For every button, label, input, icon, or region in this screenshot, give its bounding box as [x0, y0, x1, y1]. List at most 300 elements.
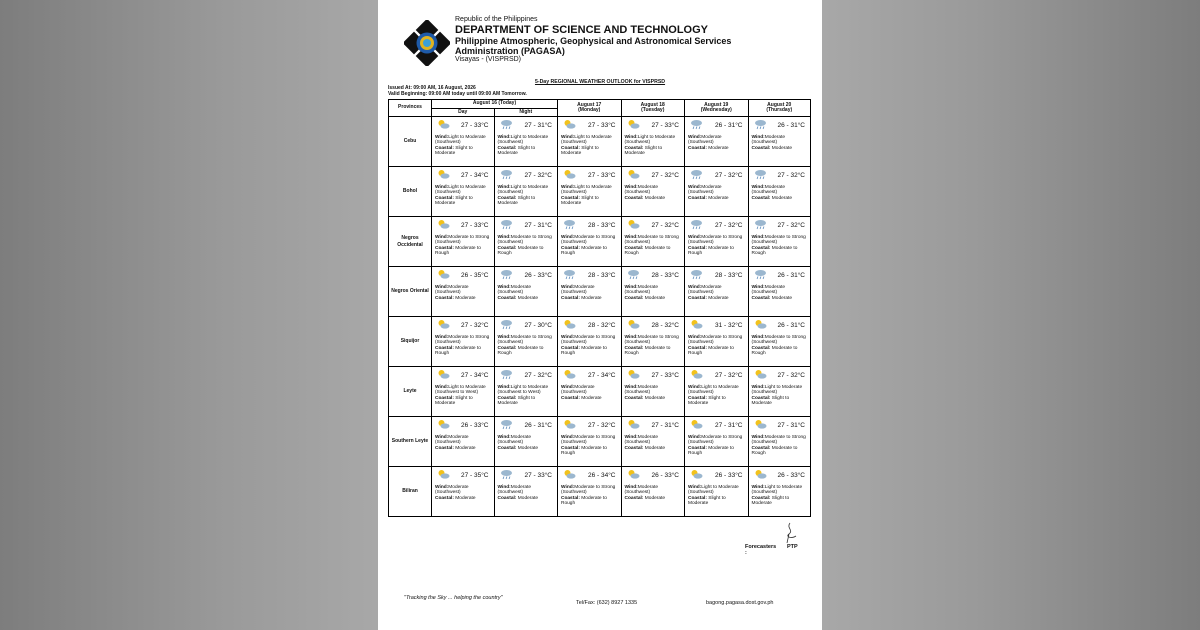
temperature-range: 27 - 33°C	[651, 372, 679, 379]
coastal-info	[435, 346, 492, 357]
forecast-cell	[685, 417, 749, 467]
wind-label: Wind:	[497, 485, 511, 490]
document-page	[378, 0, 822, 630]
cloud-rain-icon	[500, 469, 513, 480]
wind-value: Light to Moderate (Southwest)	[624, 135, 676, 146]
forecast-cell	[685, 117, 749, 167]
cloud-rain-icon	[690, 119, 703, 130]
coastal-label: Coastal:	[435, 495, 454, 501]
coastal-label: Coastal:	[435, 295, 454, 301]
temperature-range: 26 - 31°C	[777, 322, 805, 329]
forecast-cell	[621, 167, 685, 217]
wind-info	[561, 235, 619, 246]
wind-value: Moderate (Southwest)	[435, 285, 469, 296]
forecast-cell	[494, 317, 558, 367]
coastal-info	[752, 246, 809, 257]
wind-value: Moderate to Strong (Southwest)	[751, 335, 806, 346]
wind-info	[688, 385, 746, 396]
wind-info	[752, 485, 809, 496]
temperature-range: 27 - 33°C	[460, 122, 489, 129]
wind-label: Wind:	[561, 485, 575, 490]
wind-value: Light to Moderate (Southwest)	[561, 135, 612, 146]
coastal-label: Coastal:	[688, 345, 707, 351]
sun-cloud-icon	[627, 419, 640, 430]
temperature-range: 27 - 32°C	[651, 172, 679, 179]
wind-label: Wind:	[751, 235, 765, 240]
forecast-cell	[494, 467, 558, 517]
coastal-info	[561, 346, 619, 357]
wind-info	[688, 485, 746, 496]
coastal-label: Coastal:	[624, 295, 644, 301]
cloud-rain-icon	[500, 319, 513, 330]
wind-label: Wind:	[435, 485, 449, 490]
wind-info	[752, 335, 809, 346]
wind-info	[688, 135, 746, 146]
coastal-value: Moderate	[771, 195, 793, 201]
wind-label: Wind:	[624, 235, 638, 240]
coastal-label: Coastal:	[751, 495, 771, 501]
coastal-value: Moderate	[771, 295, 793, 301]
header-day: Day	[432, 109, 495, 117]
coastal-value: Slight to Moderate	[751, 495, 790, 506]
wind-info	[688, 285, 746, 296]
wind-label: Wind:	[688, 135, 702, 140]
coastal-label: Coastal:	[435, 145, 454, 151]
wind-value: Moderate (Southwest)	[688, 135, 722, 146]
sun-cloud-icon	[627, 369, 640, 380]
wind-info	[435, 385, 492, 396]
table-row	[389, 467, 811, 517]
coastal-value: Slight to Moderate	[751, 395, 790, 406]
table-row	[389, 317, 811, 367]
temperature-range: 27 - 34°C	[460, 172, 489, 179]
temperature-range: 27 - 32°C	[777, 172, 805, 179]
wind-info	[498, 285, 556, 296]
header-day-20: August 20 (Thursday)	[748, 100, 811, 117]
coastal-info	[498, 346, 556, 357]
sun-cloud-icon	[690, 319, 703, 330]
forecast-cell	[494, 417, 558, 467]
cloud-rain-icon	[754, 269, 767, 280]
issue-info	[388, 85, 527, 97]
wind-value: Moderate to Strong (Southwest)	[561, 335, 616, 346]
footer-telfax: Tel/Fax: (632) 8927 1335	[576, 600, 638, 606]
temperature-range: 27 - 31°C	[777, 422, 805, 429]
wind-info	[752, 435, 809, 446]
wind-label: Wind:	[688, 335, 702, 340]
coastal-info	[625, 146, 683, 157]
wind-value: Moderate (Southwest)	[624, 185, 659, 196]
coastal-info	[561, 196, 619, 207]
sun-cloud-icon	[563, 469, 576, 480]
coastal-label: Coastal:	[435, 445, 454, 451]
wind-info	[561, 285, 619, 296]
temperature-range: 27 - 31°C	[524, 122, 552, 129]
sun-cloud-icon	[627, 219, 640, 230]
wind-value: Moderate (Southwest)	[435, 435, 469, 446]
temperature-range: 27 - 32°C	[587, 422, 616, 429]
wind-label: Wind:	[688, 285, 702, 290]
coastal-label: Coastal:	[561, 445, 580, 451]
temperature-range: 27 - 32°C	[524, 372, 552, 379]
coastal-info	[435, 396, 492, 407]
cloud-rain-icon	[500, 119, 513, 130]
wind-info	[435, 335, 492, 346]
coastal-label: Coastal:	[688, 395, 707, 401]
footer-website[interactable]: bagong.pagasa.dost.gov.ph	[706, 600, 774, 606]
wind-info	[688, 335, 746, 346]
wind-value: Moderate to Strong (Southwest)	[688, 435, 743, 446]
coastal-value: Moderate	[455, 445, 476, 451]
wind-label: Wind:	[624, 385, 638, 390]
wind-label: Wind:	[435, 185, 449, 190]
temperature-range: 26 - 31°C	[777, 122, 805, 129]
wind-info	[688, 185, 746, 196]
wind-info	[688, 435, 746, 446]
coastal-info	[625, 246, 683, 257]
coastal-value: Moderate	[708, 295, 729, 301]
province-name: Negros Occidental	[389, 217, 432, 267]
cloud-rain-icon	[563, 219, 576, 230]
temperature-range: 27 - 33°C	[651, 122, 679, 129]
forecast-cell	[432, 317, 495, 367]
wind-label: Wind:	[688, 435, 702, 440]
wind-info	[498, 335, 556, 346]
wind-value: Moderate (Southwest)	[497, 485, 532, 496]
coastal-value: Moderate to Rough	[751, 445, 798, 456]
coastal-label: Coastal:	[435, 345, 454, 351]
cloud-rain-icon	[563, 269, 576, 280]
wind-label: Wind:	[497, 335, 511, 340]
sun-cloud-icon	[690, 369, 703, 380]
coastal-info	[688, 196, 746, 201]
cloud-rain-icon	[500, 269, 513, 280]
coastal-info	[688, 246, 746, 257]
temperature-range: 26 - 33°C	[714, 472, 743, 479]
wind-info	[435, 135, 492, 146]
coastal-info	[561, 246, 619, 257]
province-name: Siquijor	[389, 317, 432, 367]
wind-value: Moderate to Strong (Southwest)	[561, 435, 616, 446]
sun-cloud-icon	[437, 119, 450, 130]
table-row	[389, 167, 811, 217]
wind-info	[498, 185, 556, 196]
coastal-label: Coastal:	[624, 195, 644, 201]
temperature-range: 27 - 32°C	[714, 222, 743, 229]
coastal-value: Moderate to Rough	[435, 245, 481, 256]
republic-line: Republic of the Philippines	[455, 16, 538, 23]
forecast-cell	[432, 217, 495, 267]
forecast-cell	[685, 167, 749, 217]
wind-value: Moderate to Strong (Southwest)	[624, 335, 679, 346]
wind-value: Moderate to Strong (Southwest)	[497, 235, 552, 246]
temperature-range: 31 - 32°C	[714, 322, 743, 329]
temperature-range: 27 - 35°C	[460, 472, 489, 479]
cloud-rain-icon	[754, 169, 767, 180]
coastal-value: Moderate	[644, 295, 666, 301]
temperature-range: 26 - 33°C	[524, 272, 552, 279]
wind-label: Wind:	[751, 285, 765, 290]
footer-tagline: "Tracking the Sky ... helping the country"	[404, 595, 503, 601]
forecast-cell	[685, 367, 749, 417]
coastal-label: Coastal:	[688, 495, 707, 501]
temperature-range: 26 - 33°C	[651, 472, 679, 479]
cloud-rain-icon	[690, 169, 703, 180]
coastal-info	[498, 196, 556, 207]
table-row	[389, 117, 811, 167]
agency-name-line2: Administration (PAGASA)	[455, 46, 565, 56]
forecast-cell	[494, 217, 558, 267]
coastal-value: Slight to Moderate	[497, 195, 536, 206]
temperature-range: 28 - 33°C	[714, 272, 743, 279]
wind-value: Moderate to Strong (Southwest)	[435, 335, 490, 346]
wind-label: Wind:	[497, 385, 511, 390]
temperature-range: 27 - 32°C	[714, 372, 743, 379]
temperature-range: 26 - 31°C	[714, 122, 743, 129]
wind-value: Moderate (Southwest)	[497, 285, 532, 296]
wind-info	[498, 135, 556, 146]
wind-info	[435, 285, 492, 296]
coastal-value: Moderate	[455, 295, 476, 301]
coastal-label: Coastal:	[751, 395, 771, 401]
wind-value: Moderate to Strong (Southwest)	[751, 235, 806, 246]
forecast-cell	[748, 217, 811, 267]
province-name: Biliran	[389, 467, 432, 517]
coastal-value: Moderate to Rough	[561, 345, 607, 356]
sun-cloud-icon	[563, 319, 576, 330]
sun-cloud-icon	[437, 319, 450, 330]
wind-label: Wind:	[561, 385, 575, 390]
wind-value: Moderate (Southwest)	[751, 285, 786, 296]
sun-cloud-icon	[437, 219, 450, 230]
coastal-value: Moderate	[517, 295, 539, 301]
coastal-label: Coastal:	[751, 245, 771, 251]
letterhead	[404, 16, 804, 72]
wind-label: Wind:	[497, 435, 511, 440]
forecast-cell	[432, 267, 495, 317]
header-day-19: August 19 (Wednesday)	[685, 100, 749, 117]
wind-value: Moderate to Strong (Southwest)	[624, 235, 679, 246]
wind-label: Wind:	[688, 185, 702, 190]
coastal-label: Coastal:	[561, 345, 580, 351]
forecast-cell	[432, 167, 495, 217]
wind-value: Light to Moderate (Southwest)	[688, 385, 739, 396]
wind-label: Wind:	[497, 185, 511, 190]
coastal-value: Moderate to Rough	[497, 345, 544, 356]
wind-info	[561, 335, 619, 346]
table-row	[389, 217, 811, 267]
coastal-value: Slight to Moderate	[497, 145, 536, 156]
wind-value: Moderate (Southwest)	[624, 485, 659, 496]
coastal-label: Coastal:	[751, 195, 771, 201]
coastal-info	[752, 446, 809, 457]
background-left	[0, 0, 378, 630]
forecast-cell	[558, 117, 622, 167]
wind-label: Wind:	[751, 335, 765, 340]
coastal-label: Coastal:	[435, 395, 454, 401]
coastal-info	[688, 396, 746, 407]
coastal-info	[688, 496, 746, 507]
coastal-label: Coastal:	[497, 245, 517, 251]
wind-label: Wind:	[624, 335, 638, 340]
forecast-cell	[748, 317, 811, 367]
wind-value: Light to Moderate (Southwest)	[561, 185, 612, 196]
wind-value: Light to Moderate (Southwest)	[497, 135, 549, 146]
wind-value: Moderate to Strong (Southwest)	[688, 235, 743, 246]
coastal-value: Moderate	[455, 495, 476, 501]
header-day-17: August 17 (Monday)	[558, 100, 622, 117]
province-name: Negros Oriental	[389, 267, 432, 317]
province-name: Southern Leyte	[389, 417, 432, 467]
wind-label: Wind:	[435, 235, 449, 240]
coastal-label: Coastal:	[688, 245, 707, 251]
wind-value: Moderate to Strong (Southwest)	[561, 485, 616, 496]
wind-value: Light to Moderate (Southwest)	[688, 485, 739, 496]
wind-info	[752, 385, 809, 396]
wind-label: Wind:	[751, 435, 765, 440]
department-name: DEPARTMENT OF SCIENCE AND TECHNOLOGY	[455, 24, 709, 36]
wind-info	[752, 285, 809, 296]
province-name: Cebu	[389, 117, 432, 167]
cloud-rain-icon	[500, 419, 513, 430]
forecast-cell	[748, 467, 811, 517]
wind-value: Moderate to Strong (Southwest)	[688, 335, 743, 346]
forecast-cell	[432, 367, 495, 417]
wind-label: Wind:	[688, 385, 702, 390]
wind-info	[625, 485, 683, 496]
coastal-info	[752, 346, 809, 357]
wind-info	[688, 235, 746, 246]
wind-label: Wind:	[624, 185, 638, 190]
sun-cloud-icon	[563, 369, 576, 380]
coastal-label: Coastal:	[497, 295, 517, 301]
wind-label: Wind:	[561, 185, 575, 190]
wind-label: Wind:	[624, 135, 638, 140]
coastal-label: Coastal:	[624, 345, 644, 351]
wind-label: Wind:	[435, 385, 449, 390]
coastal-value: Moderate to Rough	[561, 445, 607, 456]
coastal-label: Coastal:	[751, 445, 771, 451]
coastal-label: Coastal:	[497, 195, 517, 201]
temperature-range: 27 - 32°C	[651, 222, 679, 229]
wind-info	[752, 135, 809, 146]
coastal-label: Coastal:	[497, 445, 517, 451]
sun-cloud-icon	[563, 419, 576, 430]
sun-cloud-icon	[690, 469, 703, 480]
temperature-range: 27 - 33°C	[460, 222, 489, 229]
forecast-cell	[748, 367, 811, 417]
temperature-range: 26 - 35°C	[460, 272, 489, 279]
coastal-label: Coastal:	[561, 395, 580, 401]
coastal-value: Moderate to Rough	[561, 245, 607, 256]
table-row	[389, 417, 811, 467]
temperature-range: 28 - 33°C	[587, 272, 616, 279]
coastal-info	[435, 196, 492, 207]
coastal-label: Coastal:	[561, 495, 580, 501]
wind-info	[561, 385, 619, 396]
temperature-range: 27 - 32°C	[777, 222, 805, 229]
forecast-cell	[494, 117, 558, 167]
temperature-range: 26 - 33°C	[777, 472, 805, 479]
forecasters-name: PTP	[787, 544, 798, 550]
wind-info	[561, 435, 619, 446]
forecast-cell	[432, 467, 495, 517]
wind-info	[435, 485, 492, 496]
coastal-info	[498, 296, 556, 301]
coastal-label: Coastal:	[561, 295, 580, 301]
coastal-value: Slight to Moderate	[688, 395, 726, 406]
coastal-label: Coastal:	[561, 195, 580, 201]
coastal-label: Coastal:	[497, 345, 517, 351]
temperature-range: 27 - 30°C	[524, 322, 552, 329]
wind-value: Light to Moderate (Southwest to West)	[497, 385, 549, 396]
wind-value: Moderate (Southwest)	[497, 435, 532, 446]
coastal-value: Moderate	[644, 395, 666, 401]
cloud-rain-icon	[500, 219, 513, 230]
wind-value: Moderate to Strong (Southwest)	[561, 235, 616, 246]
coastal-info	[435, 146, 492, 157]
issued-at: Issued At: 09:00 AM, 16 August, 2026	[388, 85, 476, 91]
wind-label: Wind:	[688, 485, 702, 490]
forecast-cell	[494, 167, 558, 217]
coastal-info	[498, 146, 556, 157]
background-right	[822, 0, 1200, 630]
coastal-info	[625, 496, 683, 501]
cloud-rain-icon	[690, 219, 703, 230]
temperature-range: 27 - 33°C	[587, 172, 616, 179]
forecast-cell	[748, 267, 811, 317]
coastal-value: Moderate to Rough	[751, 245, 798, 256]
wind-value: Light to Moderate (Southwest)	[751, 385, 803, 396]
temperature-range: 27 - 32°C	[460, 322, 489, 329]
temperature-range: 27 - 31°C	[651, 422, 679, 429]
header-day-18: August 18 (Tuesday)	[621, 100, 685, 117]
coastal-label: Coastal:	[561, 245, 580, 251]
forecast-cell	[494, 367, 558, 417]
forecast-cell	[558, 317, 622, 367]
temperature-range: 28 - 32°C	[587, 322, 616, 329]
wind-value: Moderate (Southwest)	[561, 285, 595, 296]
coastal-value: Moderate to Rough	[751, 345, 798, 356]
forecast-cell	[748, 167, 811, 217]
wind-info	[498, 385, 556, 396]
coastal-value: Moderate	[644, 495, 666, 501]
valid-beginning: Valid Beginning: 09:00 AM today until 09:00 AM Tomorrow.	[388, 91, 527, 97]
wind-value: Moderate (Southwest)	[688, 185, 722, 196]
coastal-info	[688, 446, 746, 457]
coastal-value: Moderate to Rough	[624, 345, 671, 356]
coastal-value: Moderate	[771, 145, 793, 151]
cloud-rain-icon	[500, 369, 513, 380]
coastal-info	[498, 446, 556, 451]
wind-label: Wind:	[751, 185, 765, 190]
document-title: 5-Day REGIONAL WEATHER OUTLOOK for VISPRSD	[534, 79, 666, 85]
coastal-info	[561, 446, 619, 457]
coastal-label: Coastal:	[688, 295, 707, 301]
wind-label: Wind:	[688, 235, 702, 240]
temperature-range: 27 - 32°C	[524, 172, 552, 179]
table-row	[389, 367, 811, 417]
coastal-info	[561, 296, 619, 301]
coastal-value: Moderate	[708, 195, 729, 201]
coastal-label: Coastal:	[751, 345, 771, 351]
coastal-value: Moderate	[517, 445, 539, 451]
temperature-range: 27 - 31°C	[714, 422, 743, 429]
forecast-cell	[685, 217, 749, 267]
wind-value: Light to Moderate (Southwest to West)	[435, 385, 486, 396]
wind-value: Moderate (Southwest)	[435, 485, 469, 496]
signature-icon	[780, 522, 800, 544]
